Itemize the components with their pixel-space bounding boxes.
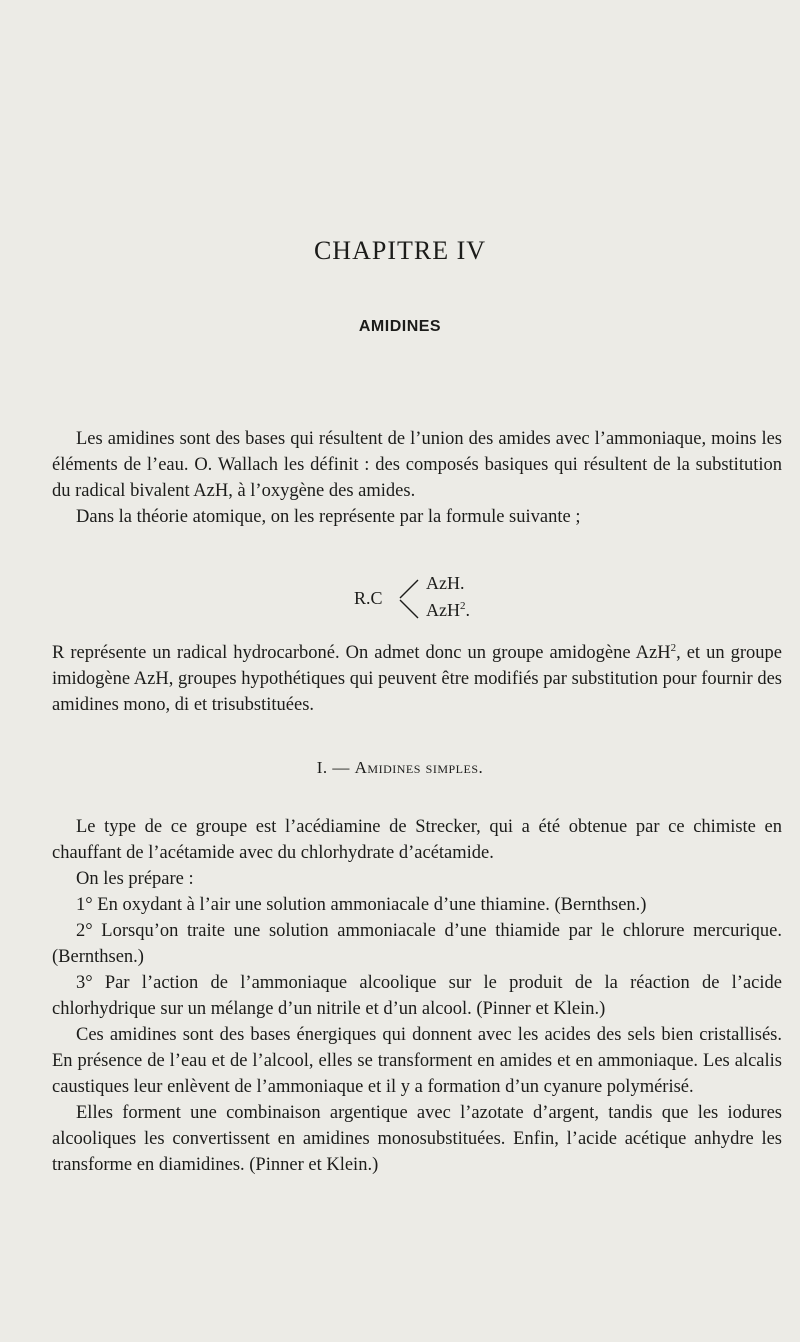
subsection-heading: I. — Amidines simples. [316,758,484,777]
show-through-text [40,30,760,250]
body-text [52,814,782,1178]
section-title: AMIDINES [358,318,442,335]
body-paragraph-5: 3° Par l’action de l’ammoniaque alcoolique sur le produit de la réaction de l’acide chlorhydrique sur un mélange d’un nitrile et d’un alcool. (Pinner et Klein.) [52,973,782,1019]
formula-brace-icon [396,576,422,622]
body-paragraph-6: Ces amidines sont des bases énergiques qui donnent avec les acides des sels bien cristallisés. En présence de l’eau et de l’alcool, elles se transforment en amides et en ammoniaque. Les alcalis caustiques leur enlèvent de l’ammoniaque et il y a formation d’un cyanure polymérisé. [52,1025,782,1097]
intro-paragraph-1: Les amidines sont des bases qui résultent de l’union des amides avec l’ammoniaque, moins les éléments de l’eau. O. Wallach les définit : des composés basiques qui résultent de la substitution du radical bivalent AzH, à l’oxygène des amides. [52,429,782,501]
intro-text [52,426,782,530]
formula-top: AzH. [426,573,465,593]
formula-bottom: AzH$^2$. [426,600,470,620]
formula-rc: R.C [354,588,383,608]
intro-paragraph-2: Dans la théorie atomique, on les représente par la formule suivante ; [76,507,581,527]
body-paragraph-1: Le type de ce groupe est l’acédiamine de Strecker, qui a été obtenue par ce chimiste en chauffant de l’acétamide avec du chlorhydrate d’acétamide. [52,817,782,863]
intro-paragraph-3: R représente un radical hydrocarboné. On admet donc un groupe amidogène AzH$^2$, et un groupe imidogène AzH, groupes hypothétiques qui peuvent être modifiés par substitution pour fournir des amidines mono, di et trisubstituées. [52,641,783,715]
intro-text-2 [52,640,782,718]
body-paragraph-4: 2° Lorsqu’on traite une solution ammoniacale d’une thiamide par le chlorure mercurique. (Bernthsen.) [52,921,782,967]
body-paragraph-2: On les prépare : [76,869,194,889]
body-paragraph-3: 1° En oxydant à l’air une solution ammoniacale d’une thiamine. (Bernthsen.) [76,895,647,915]
body-paragraph-7: Elles forment une combinaison argentique avec l’azotate d’argent, tandis que les iodures alcooliques les convertissent en amidines monosubstituées. Enfin, l’acide acétique anhydre les transforme en diamidines. (Pinner et Klein.) [52,1103,782,1175]
chapter-title: CHAPITRE IV [313,236,487,265]
amidine-formula [354,570,494,626]
